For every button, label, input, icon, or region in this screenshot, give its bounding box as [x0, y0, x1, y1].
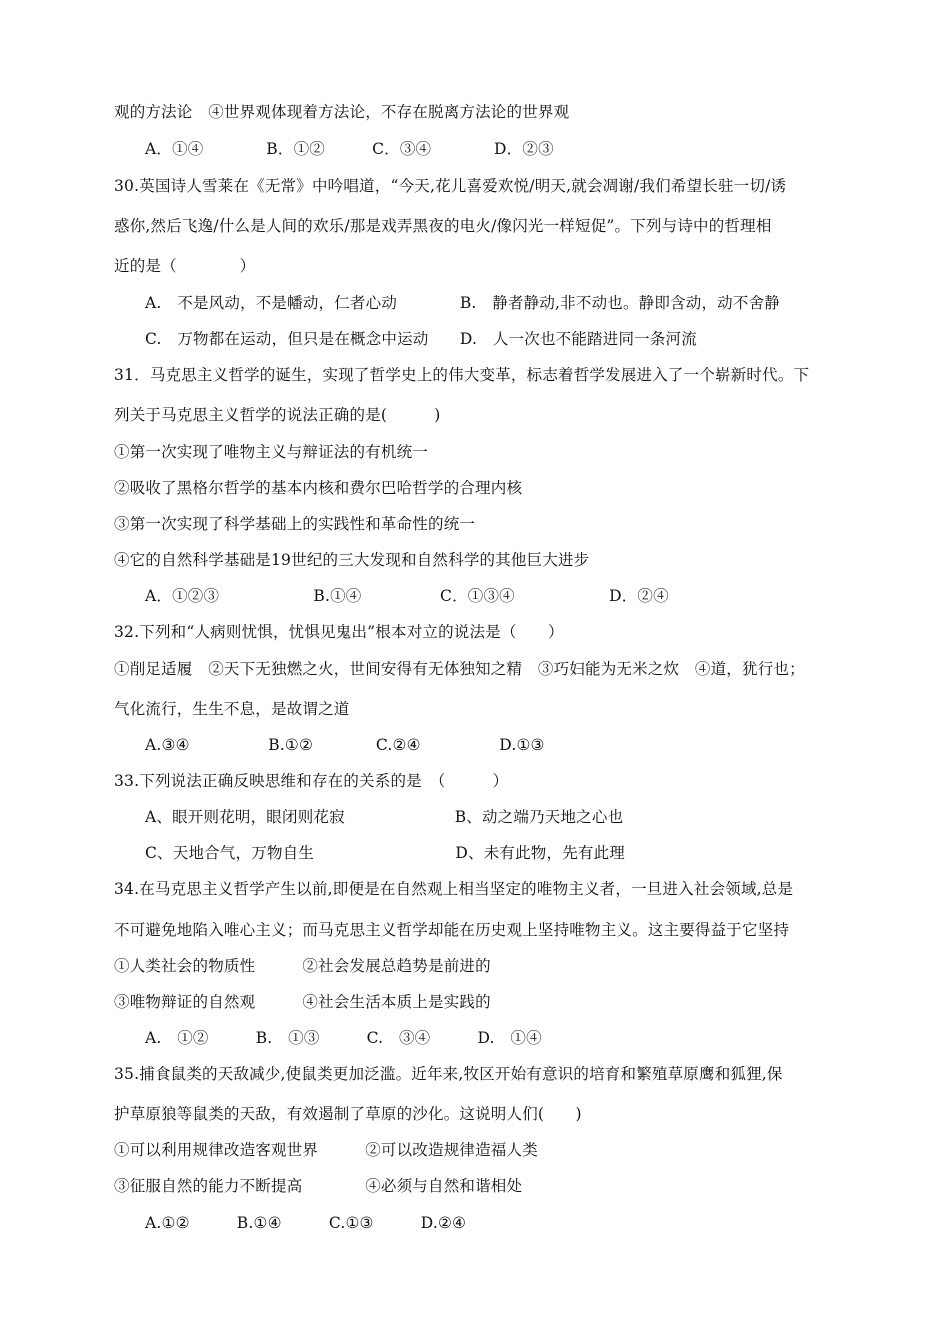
question-30-stem: 惑你,然后飞逸/什么是人间的欢乐/那是戏弄黑夜的电火/像闪光一样短促”。下列与诗中的哲理相 — [114, 217, 772, 235]
question-30-stem: 近的是（ ） — [114, 257, 256, 275]
answer-options: C. 万物都在运动，但只是在概念中运动 D. 人一次也不能踏进同一条河流 — [145, 330, 697, 348]
question-34-stem: 不可避免地陷入唯心主义；而马克思主义哲学却能在历史观上坚持唯物主义。这主要得益于它坚持 — [114, 921, 790, 939]
statement-item: 气化流行，生生不息，是故谓之道 — [114, 700, 350, 718]
statement-item: ①人类社会的物质性 ②社会发展总趋势是前进的 — [114, 957, 491, 975]
statement-item: ①削足适履 ②天下无独燃之火，世间安得有无体独知之精 ③巧妇能为无米之炊 ④道，犹行也； — [114, 660, 805, 678]
statement-item: ②吸收了黑格尔哲学的基本内核和费尔巴哈哲学的合理内核 — [114, 479, 523, 497]
statement-item: ④它的自然科学基础是19世纪的三大发现和自然科学的其他巨大进步 — [114, 551, 590, 569]
answer-options: A. 不是风动，不是幡动，仁者心动 B. 静者静动,非不动也。静即含动，动不舍静 — [145, 294, 780, 312]
answer-options: A. ①② B. ①③ C. ③④ D. ①④ — [145, 1029, 542, 1047]
question-35-stem: 35.捕食鼠类的天敌减少,使鼠类更加泛滥。近年来,牧区开始有意识的培育和繁殖草原鹰和狐狸,保 — [114, 1065, 783, 1083]
question-30-stem: 30.英国诗人雪莱在《无常》中吟唱道，“今天,花儿喜爱欢悦/明天,就会凋谢/我们希望长驻一切/诱 — [114, 177, 787, 195]
statement-item: ①第一次实现了唯物主义与辩证法的有机统一 — [114, 443, 429, 461]
question-32-stem: 32.下列和“人病则忧惧，忧惧见鬼出”根本对立的说法是（ ） — [114, 623, 564, 641]
question-35-stem: 护草原狼等鼠类的天敌，有效遏制了草原的沙化。这说明人们( ) — [114, 1105, 582, 1123]
statement-item: ③征服自然的能力不断提高 ④必须与自然和谐相处 — [114, 1177, 523, 1195]
text-line: 观的方法论 ④世界观体现着方法论，不存在脱离方法论的世界观 — [114, 103, 570, 121]
question-31-stem: 31．马克思主义哲学的诞生，实现了哲学史上的伟大变革，标志着哲学发展进入了一个崭新时代。下 — [114, 366, 810, 384]
statement-item: ③第一次实现了科学基础上的实践性和革命性的统一 — [114, 515, 476, 533]
question-33-stem: 33.下列说法正确反映思维和存在的关系的是 （ ） — [114, 772, 509, 790]
answer-options: A．①②③ B.①④ C．①③④ D．②④ — [145, 587, 669, 605]
answer-options: A、眼开则花明，眼闭则花寂 B、动之端乃天地之心也 — [145, 808, 624, 826]
question-34-stem: 34.在马克思主义哲学产生以前,即便是在自然观上相当坚定的唯物主义者，一旦进入社会领域,总是 — [114, 880, 794, 898]
answer-options: A.①② B.①④ C.①③ D.②④ — [145, 1214, 467, 1232]
statement-item: ①可以利用规律改造客观世界 ②可以改造规律造福人类 — [114, 1141, 538, 1159]
answer-options: A.③④ B.①② C.②④ D.①③ — [145, 736, 545, 754]
statement-item: ③唯物辩证的自然观 ④社会生活本质上是实践的 — [114, 993, 491, 1011]
question-31-stem: 列关于马克思主义哲学的说法正确的是( ) — [114, 406, 441, 424]
answer-options: A．①④ B．①② C．③④ D．②③ — [145, 140, 554, 158]
answer-options: C、天地合气，万物自生 D、未有此物，先有此理 — [145, 844, 625, 862]
